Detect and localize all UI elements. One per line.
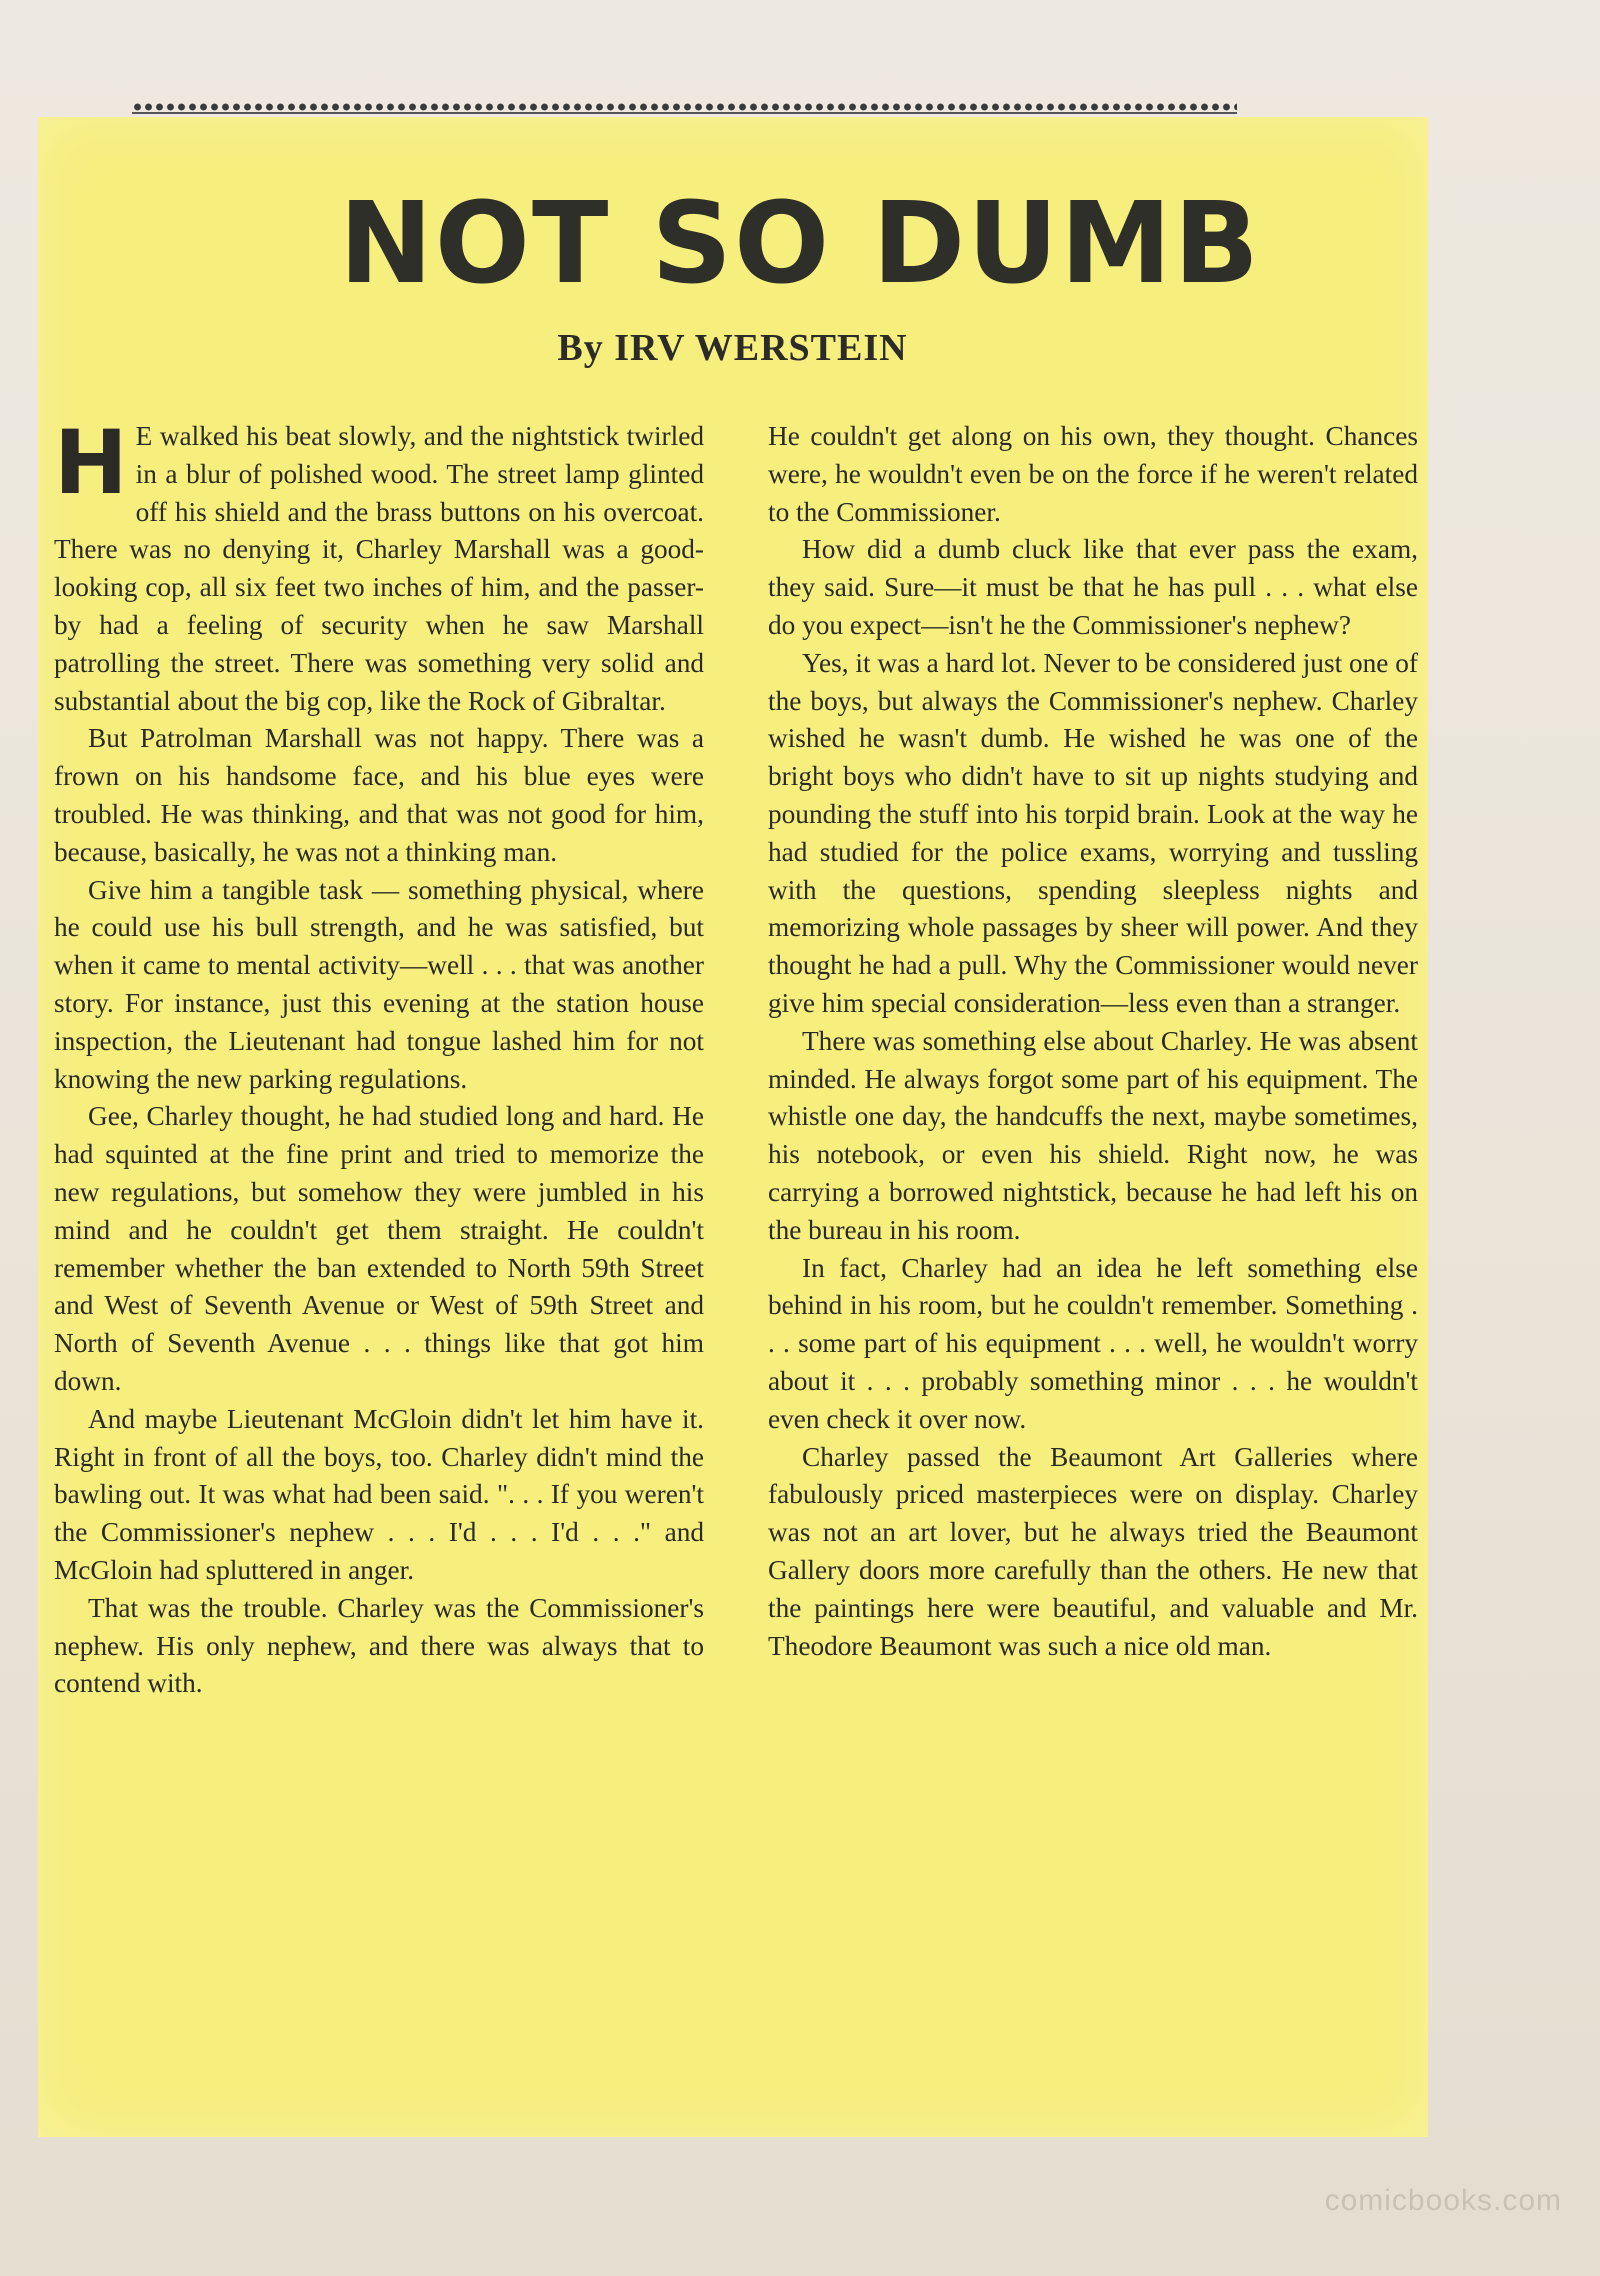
paragraph: There was something else about Charley. He was absent minded. He always forgot some part of his equipment. The whistle one day, the handcuffs the next, maybe sometimes, his notebook, or even his shield. Right now, he was carrying a borrowed nightstick, because he had left his on the bureau in his room. — [768, 1025, 1418, 1245]
story-byline: By IRV WERSTEIN — [557, 327, 908, 369]
paragraph: Give him a tangible task — something physical, where he could use his bull strength, and he was satisfied, but when it came to mental activity—well . . . that was another story. For instance, just this evening at the station house inspection, the Lieutenant had tongue lashed him for not knowing the new parking regulations. — [54, 874, 704, 1094]
story-title: NOT SO DUMB — [339, 179, 1261, 309]
paragraph: That was the trouble. Charley was the Commissioner's nephew. His only nephew, and there was always that to contend with. — [54, 1592, 704, 1699]
paragraph — [54, 418, 704, 720]
paragraph: He couldn't get along on his own, they thought. Chances were, he wouldn't even be on the force if he weren't related to the Commissioner. — [768, 421, 1418, 527]
paragraph: But Patrolman Marshall was not happy. There was a frown on his handsome face, and his blue eyes were troubled. He was thinking, and that was not good for him, because, basically, he was not a thinking man. — [54, 723, 704, 867]
left-text-column — [54, 418, 704, 2118]
right-text-column — [768, 418, 1418, 2118]
site-watermark: comicbooks.com — [1324, 2184, 1562, 2217]
paragraph: And maybe Lieutenant McGloin didn't let him have it. Right in front of all the boys, too. Charley didn't mind the bawling out. It was what had been said. ". . . If you weren't the Commissioner's nephew . . . I'd . . . I'd . . ." and McGloin had spluttered in anger. — [54, 1403, 704, 1585]
paragraph: Charley passed the Beaumont Art Galleries where fabulously priced masterpieces were on display. Charley was not an art lover, but he always tried the Beaumont Gallery doors more carefully than the others. He new that the paintings here were beautiful, and valuable and Mr. Theodore Beaumont was such a nice old man. — [768, 1441, 1418, 1661]
paragraph: In fact, Charley had an idea he left something else behind in his room, but he couldn't remember. Something . . . some part of his equipment . . . well, he wouldn't worry about it . . . probably something minor . . . he wouldn't even check it over now. — [768, 1252, 1418, 1434]
paragraph: How did a dumb cluck like that ever pass the exam, they said. Sure—it must be that he has pull . . . what else do you expect—isn't he the Commissioner's nephew? — [768, 534, 1418, 640]
top-border-rule — [132, 112, 1237, 114]
paragraph-text: E walked his beat slowly, and the nightstick twirled in a blur of polished wood. The street lamp glinted off his shield and the brass buttons on his overcoat. There was no denying it, Charley Marshall was a good-looking cop, all six feet two inches of him, and the passer-by had a feeling of security when he saw Marshall patrolling the street. There was something very solid and substantial about the big cop, like the Rock of Gibraltar. — [54, 421, 704, 716]
paragraph: Gee, Charley thought, he had studied long and hard. He had squinted at the fine print and tried to memorize the new regulations, but somehow they were jumbled in his mind and he couldn't get them straight. He couldn't remember whether the ban extended to North 59th Street and West of Seventh Avenue or West of 59th Street and North of Seventh Avenue . . . things like that got him down. — [54, 1101, 704, 1396]
paragraph: Yes, it was a hard lot. Never to be considered just one of the boys, but always the Commissioner's nephew. Charley wished he wasn't dumb. He wished he was one of the bright boys who didn't have to sit up nights studying and pounding the stuff into his torpid brain. Look at the way he had studied for the police exams, worrying and tussling with the questions, spending sleepless nights and memorizing whole passages by sheer will power. And they thought he had a pull. Why the Commissioner would never give him special consideration—less even than a stranger. — [768, 647, 1418, 1018]
drop-cap: H — [54, 418, 128, 514]
